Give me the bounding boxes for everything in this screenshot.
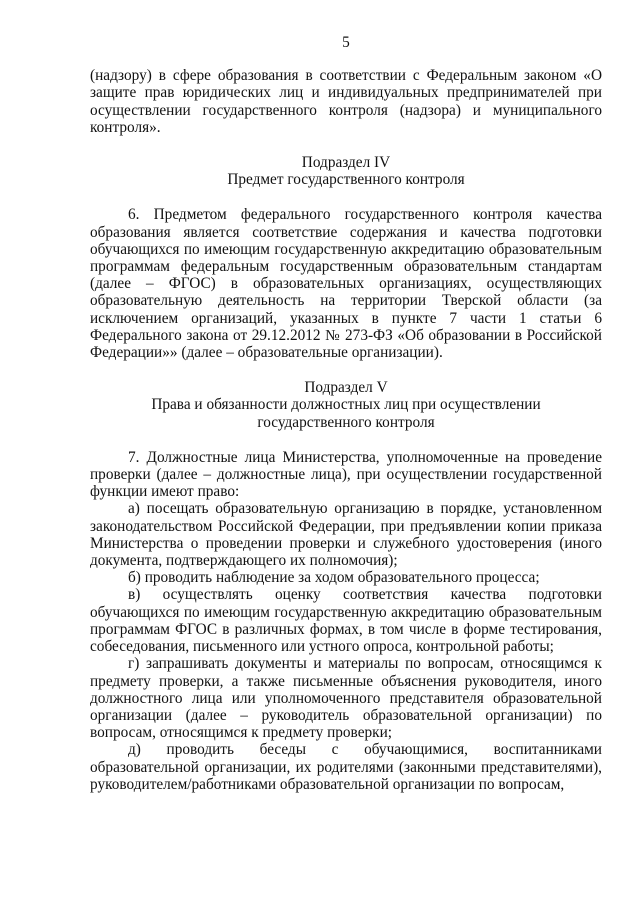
list-item-a: а) посещать образовательную организацию в порядке, установленном законодательством Российской Федерации, при предъявлении копии приказа Министерства о проведении проверки и служебного удостоверения (иного документа, подтверждающего их полномочия);: [90, 500, 602, 570]
intro-paragraph: (надзору) в сфере образования в соответствии с Федеральным законом «О защите прав юридических лиц и индивидуальных предпринимателей при осуществлении государственного контроля (надзора) и муниципального контроля».: [90, 67, 602, 136]
paragraph-7: 7. Должностные лица Министерства, уполномоченные на проведение проверки (далее – должностные лица), при осуществлении государственной функции имеют право:: [90, 448, 602, 501]
subsection-4-number: Подраздел IV: [301, 154, 391, 172]
subsection-5-title-line-2: государственного контроля: [257, 413, 435, 431]
subsection-5-number: Подраздел V: [304, 379, 388, 397]
paragraph-6: 6. Предметом федерального государственного контроля качества образования является соответствие содержания и качества подготовки обучающихся по имеющим государственную аккредитацию образовательным программам федеральным государственным образовательным стандартам (далее – ФГОС) в образовательных организациях, осуществляющих образовательную деятельность на территории Тверской области (за исключением организаций, указанных в пункте 7 части 1 статьи 6 Федерального закона от 29.12.2012 № 273-ФЗ «Об образовании в Российской Федерации»» (далее – образовательные организации).: [90, 206, 602, 362]
subsection-4-title: Предмет государственного контроля: [227, 171, 465, 189]
list-item-d: д) проводить беседы с обучающимися, воспитанниками образовательной организации, их родителями (законными представителями), руководителем/работниками образовательной организации по вопросам,: [90, 741, 602, 793]
document-page: [90, 34, 602, 793]
list-item-b: б) проводить наблюдение за ходом образовательного процесса;: [128, 569, 540, 587]
page-number: 5: [342, 34, 350, 51]
list-item-g: г) запрашивать документы и материалы по вопросам, относящимся к предмету проверки, а также письменные объяснения руководителя, иного должностного лица или уполномоченного представителя образовательной организации (далее – руководитель образовательной организации) по вопросам, относящимся к предмету проверки;: [90, 655, 602, 742]
subsection-5-title-line-1: Права и обязанности должностных лиц при осуществлении: [151, 396, 541, 414]
list-item-v: в) осуществлять оценку соответствия качества подготовки обучающихся по имеющим государственную аккредитацию образовательным программам ФГОС в различных формах, в том числе в форме тестирования, собеседования, письменного или устного опроса, контрольной работы;: [90, 586, 602, 656]
